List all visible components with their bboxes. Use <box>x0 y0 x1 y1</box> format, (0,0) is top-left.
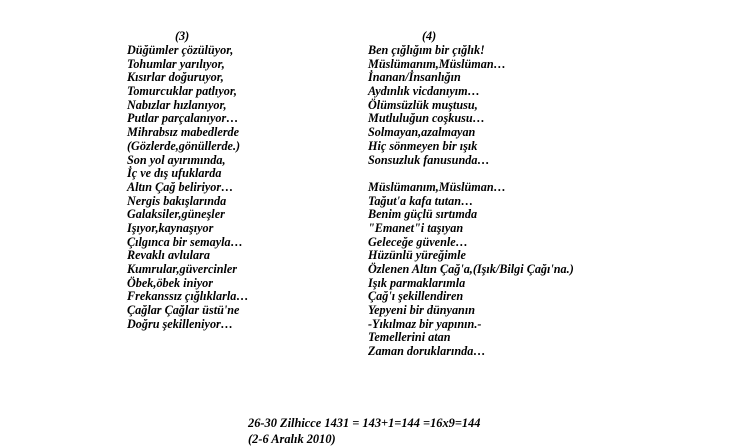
stanza-3-line: Işıyor,kaynaşıyor <box>127 220 214 235</box>
stanza-4-line: Aydınlık vicdanıyım… <box>368 84 480 99</box>
stanza-4-line: Işık parmaklarımla <box>368 275 466 290</box>
stanza-4-line: Zaman doruklarında… <box>368 344 486 359</box>
stanza-4-line: Ölümsüzlük muştusu, <box>368 97 478 112</box>
stanza-3-column <box>127 44 249 331</box>
stanza-3-line: Son yol ayırımında, <box>127 152 226 167</box>
stanza-4-line: Müslümanım,Müslüman… <box>368 56 506 71</box>
stanza-4-line: Benim güçlü sırtımda <box>368 207 478 222</box>
stanza-3-line: Altın Çağ beliriyor… <box>127 179 234 194</box>
stanza-3-line: Kısırlar doğuruyor, <box>127 70 224 85</box>
stanza-4-line: Yepyeni bir dünyanın <box>368 303 475 318</box>
stanza-3-line: Çılgınca bir semayla… <box>127 234 243 249</box>
stanza-3-line: Öbek,öbek iniyor <box>127 275 213 290</box>
stanza-3-line: Doğru şekilleniyor… <box>127 316 233 331</box>
stanza-3-line: Çağlar Çağlar üstü'ne <box>127 303 240 318</box>
stanza-4-line: Hüzünlü yüreğimle <box>368 248 466 263</box>
stanza-3-line: Nabızlar hızlanıyor, <box>127 97 227 112</box>
stanza-3-line: (Gözlerde,gönüllerde.) <box>127 138 241 153</box>
stanza-3-line: Tohumlar yarılıyor, <box>127 56 225 71</box>
stanza-3-line: Kumrular,güvercinler <box>127 262 238 276</box>
stanza-4-line: Solmayan,azalmayan <box>368 125 476 140</box>
stanza-3-line: Nergis bakışlarında <box>127 193 227 208</box>
stanza-4-line: "Emanet"i taşıyan <box>368 220 464 235</box>
stanza-3-line: Düğümler çözülüyor, <box>127 43 234 57</box>
stanza-4-line: İnanan/İnsanlığın <box>368 70 461 85</box>
gregorian-date-line: (2-6 Aralık 2010) <box>248 432 336 446</box>
date-footer <box>248 415 481 447</box>
stanza-4-heading: (4) <box>422 29 437 43</box>
stanza-3-heading: (3) <box>175 29 190 43</box>
stanza-4-line: Hiç sönmeyen bir ışık <box>368 138 478 153</box>
stanza-4-line: Ben çığlığım bir çığlık! <box>368 43 485 57</box>
hijri-date-line: 26-30 Zilhicce 1431 = 143+1=144 =16x9=144 <box>248 416 481 430</box>
stanza-4-line: Temellerini atan <box>368 330 451 345</box>
stanza-4-line: Müslümanım,Müslüman… <box>368 179 506 194</box>
stanza-3-line: Tomurcuklar patlıyor, <box>127 84 237 99</box>
stanza-4-line: Özlenen Altın Çağ'a,(Işık/Bilgi Çağı'na.) <box>368 262 574 276</box>
stanza-4-column <box>368 44 574 359</box>
stanza-4-line: -Yıkılmaz bir yapının.- <box>368 316 482 331</box>
stanza-4-stanza-break <box>368 167 574 181</box>
stanza-3-line: Galaksiler,güneşler <box>127 207 225 222</box>
stanza-4-line: Geleceğe güvenle… <box>368 234 468 249</box>
stanza-3-line: Mihrabsız mabedlerde <box>127 125 240 140</box>
stanza-4-line: Mutluluğun coşkusu… <box>368 111 485 126</box>
stanza-3-line: Putlar parçalanıyor… <box>127 111 239 126</box>
stanza-3-line: İç ve dış ufuklarda <box>127 166 222 181</box>
stanza-4-line: Tağut'a kafa tutan… <box>368 193 474 208</box>
stanza-3-line: Frekanssız çığlıklarla… <box>127 289 249 304</box>
stanza-3-line: Revaklı avlulara <box>127 248 210 263</box>
stanza-4-line: Çağ'ı şekillendiren <box>368 289 464 304</box>
stanza-4-line: Sonsuzluk fanusunda… <box>368 152 490 167</box>
